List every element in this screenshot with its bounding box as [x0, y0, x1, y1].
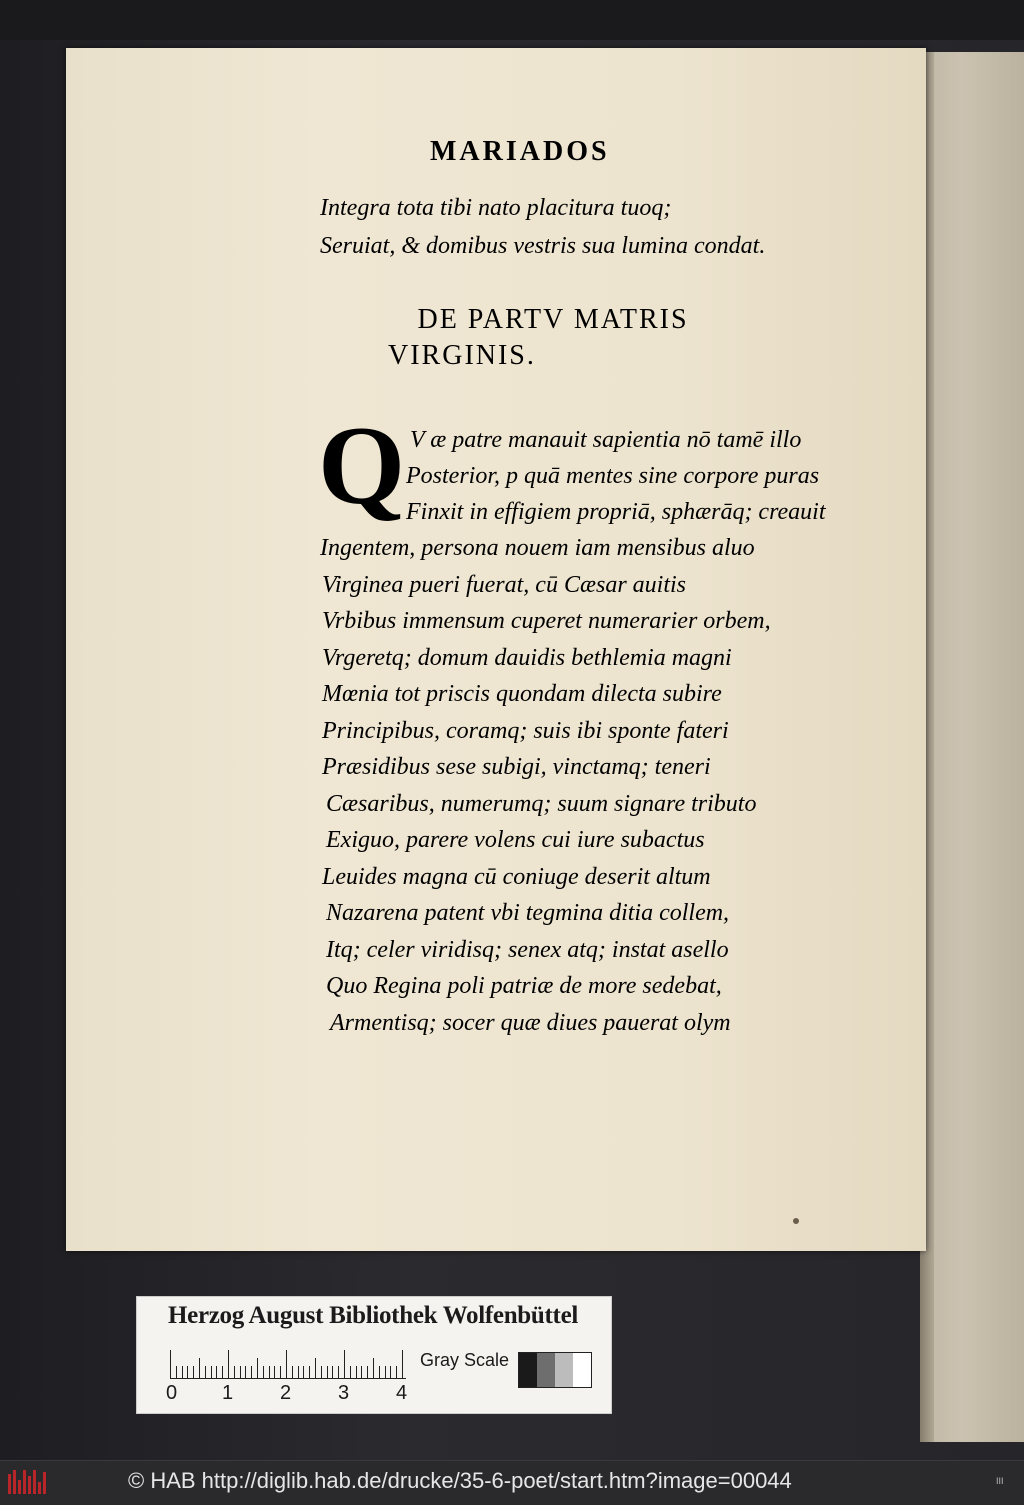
ruler-tick	[228, 1350, 229, 1378]
verse-line: Itq; celer viridisq; senex atq; instat asello	[326, 937, 729, 963]
facing-page	[920, 52, 1024, 1442]
verse-line: Vrgeretq; domum dauidis bethlemia magni	[322, 645, 732, 671]
ruler-tick	[187, 1366, 188, 1378]
logo-bar	[43, 1472, 46, 1494]
dropcap-line-3: Finxit in effigiem propriā, sphærāq; creauit	[406, 499, 826, 525]
gray-swatch	[555, 1353, 573, 1387]
ruler-tick	[321, 1366, 322, 1378]
ruler-tick	[176, 1366, 177, 1378]
section-heading-line-1: DE PARTV MATRIS	[417, 304, 689, 335]
gray-swatch	[573, 1353, 591, 1387]
scale-number-0: 0	[166, 1382, 178, 1404]
ruler-tick	[251, 1366, 252, 1378]
verse-line: Nazarena patent vbi tegmina ditia collem,	[326, 900, 730, 926]
verse-line: Principibus, coramq; suis ibi sponte fateri	[322, 718, 729, 744]
ruler-tick	[292, 1366, 293, 1378]
running-head: MARIADOS	[430, 136, 610, 167]
logo-bar	[23, 1470, 26, 1494]
verse-line: Mœnia tot priscis quondam dilecta subire	[322, 681, 722, 707]
ruler-tick	[298, 1366, 299, 1378]
ruler-tick	[303, 1366, 304, 1378]
verse-line: Cæsaribus, numerumq; suum signare tributo	[326, 791, 757, 817]
section-heading-line-2: VIRGINIS.	[388, 340, 536, 371]
library-name: Herzog August Bibliothek Wolfenbüttel	[168, 1302, 579, 1329]
logo-bar	[33, 1470, 36, 1494]
scale-number-3: 3	[338, 1382, 350, 1404]
ruler-tick	[257, 1358, 258, 1378]
verse-line: Ingentem, persona nouem iam mensibus aluo	[320, 535, 755, 561]
ruler-tick	[234, 1366, 235, 1378]
footer-mini-text: III	[996, 1476, 1004, 1486]
ruler-tick	[396, 1366, 397, 1378]
ruler-tick	[367, 1366, 368, 1378]
ruler-tick	[245, 1366, 246, 1378]
ruler-tick	[402, 1350, 403, 1378]
ruler-tick	[344, 1350, 345, 1378]
ruler-tick	[269, 1366, 270, 1378]
gray-swatch	[537, 1353, 555, 1387]
gray-swatch	[519, 1353, 537, 1387]
ruler-tick	[199, 1358, 200, 1378]
ruler-tick	[263, 1366, 264, 1378]
ruler-tick	[222, 1366, 223, 1378]
ruler-tick	[309, 1366, 310, 1378]
logo-bar	[13, 1470, 16, 1494]
scale-ruler	[170, 1348, 406, 1379]
ruler-tick	[356, 1366, 357, 1378]
verse-line: Præsidibus sese subigi, vinctamq; teneri	[322, 754, 711, 780]
ruler-tick	[373, 1358, 374, 1378]
ruler-tick	[385, 1366, 386, 1378]
ruler-tick	[379, 1366, 380, 1378]
ruler-tick	[332, 1366, 333, 1378]
scale-number-1: 1	[222, 1382, 234, 1404]
gray-scale-label: Gray Scale	[420, 1350, 510, 1370]
footer-credit-link[interactable]: © HAB http://diglib.hab.de/drucke/35-6-poet/start.htm?image=00044	[128, 1468, 792, 1493]
opening-line-1: Integra tota tibi nato placitura tuoq;	[320, 195, 672, 221]
verse-line: Armentisq; socer quæ diues pauerat olym	[330, 1010, 731, 1036]
gray-scale-swatches	[518, 1352, 592, 1388]
ruler-tick	[327, 1366, 328, 1378]
ruler-tick	[390, 1366, 391, 1378]
ruler-tick	[193, 1366, 194, 1378]
logo-bar	[18, 1480, 21, 1494]
verse-line: Virginea pueri fuerat, cū Cæsar auitis	[322, 572, 686, 598]
dropcap-line-1: V æ patre manauit sapientia nō tamē illo	[410, 427, 802, 453]
ruler-tick	[361, 1366, 362, 1378]
scale-number-4: 4	[396, 1382, 408, 1404]
verse-line: Leuides magna cū coniuge deserit altum	[322, 864, 711, 890]
logo-bar	[38, 1482, 41, 1494]
ruler-tick	[205, 1366, 206, 1378]
ruler-tick	[315, 1358, 316, 1378]
logo-bar	[28, 1476, 31, 1494]
ruler-tick	[280, 1366, 281, 1378]
ruler-tick	[240, 1366, 241, 1378]
ruler-tick	[170, 1350, 171, 1378]
verse-line: Vrbibus immensum cuperet numerarier orbem,	[322, 608, 771, 634]
hab-logo-icon	[8, 1470, 46, 1494]
ruler-tick	[274, 1366, 275, 1378]
drop-capital: Q	[318, 404, 406, 528]
ruler-tick	[286, 1350, 287, 1378]
ruler-tick	[182, 1366, 183, 1378]
ruler-tick	[350, 1366, 351, 1378]
ink-spot	[793, 1218, 799, 1224]
ruler-tick	[338, 1366, 339, 1378]
logo-bar	[8, 1474, 11, 1494]
verse-line: Exiguo, parere volens cui iure subactus	[326, 827, 705, 853]
opening-line-2: Seruiat, & domibus vestris sua lumina condat.	[320, 233, 766, 259]
scale-number-2: 2	[280, 1382, 292, 1404]
scan-board-edge	[0, 0, 1024, 40]
dropcap-line-2: Posterior, p quā mentes sine corpore puras	[406, 463, 820, 489]
verse-line: Quo Regina poli patriæ de more sedebat,	[326, 973, 722, 999]
ruler-tick	[216, 1366, 217, 1378]
ruler-tick	[211, 1366, 212, 1378]
